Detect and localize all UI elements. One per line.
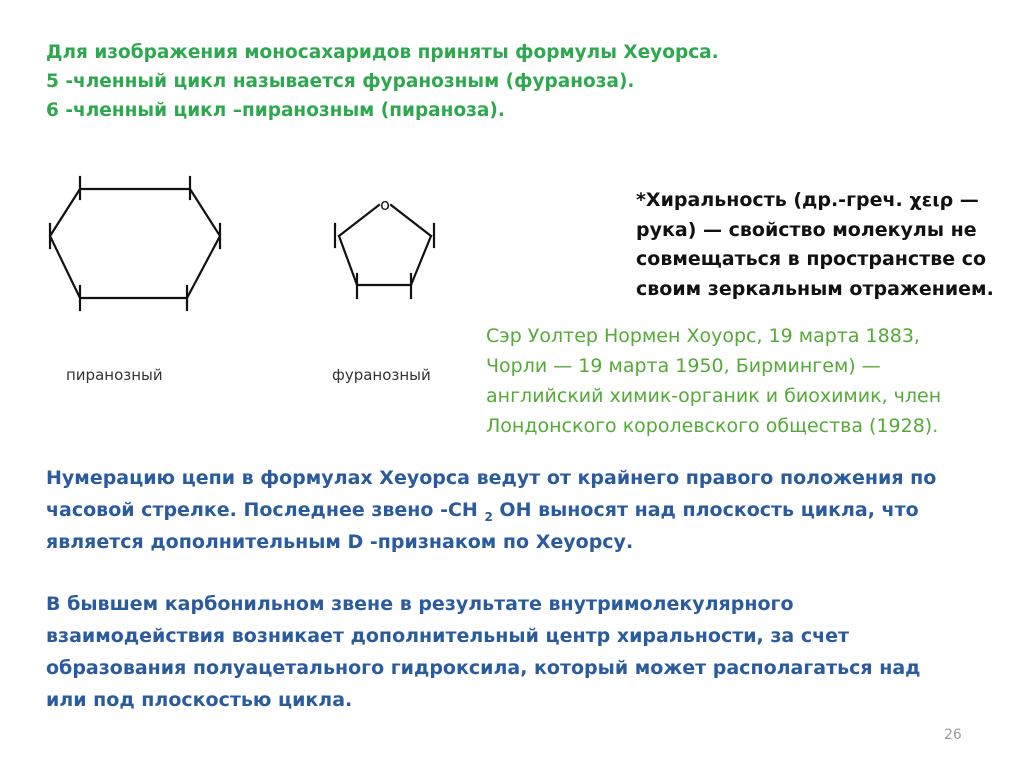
pyranose-label: пиранозный <box>66 366 163 384</box>
intro-line-2: 5 -членный цикл называется фуранозным (фураноза). <box>46 71 635 92</box>
ch2-subscript: 2 <box>484 509 493 524</box>
pyranose-ring-diagram <box>40 158 240 388</box>
furanose-ring-diagram <box>326 192 456 388</box>
carbonyl-line-1: В бывшем карбонильном звене в результате внутримолекулярного <box>46 593 794 615</box>
page-number: 26 <box>944 727 962 743</box>
bio-line-4: Лондонского королевского общества (1928). <box>486 415 939 437</box>
carbonyl-line-4: или под плоскостью цикла. <box>46 689 353 711</box>
numbering-line-1: Нумерацию цепи в формулах Хеуорса ведут от крайнего правого положения по <box>46 467 937 489</box>
bio-line-1: Сэр Уолтер Нормен Хоуорс, 19 марта 1883, <box>486 325 920 347</box>
haworth-biography <box>486 321 941 441</box>
bio-line-3: английский химик-органик и биохимик, член <box>486 385 942 407</box>
chirality-definition <box>636 186 994 304</box>
intro-text <box>46 38 719 125</box>
chirality-line-3: совмещаться в пространстве со <box>636 248 987 270</box>
numbering-paragraph <box>46 462 936 558</box>
carbonyl-line-2: взаимодействия возникает дополнительный центр хиральности, за счет <box>46 625 850 647</box>
carbonyl-paragraph <box>46 588 921 716</box>
numbering-line-3: является дополнительным D -признаком по Хеуорсу. <box>46 531 634 553</box>
numbering-line-2-end: ОН выносят над плоскость цикла, что <box>492 499 919 521</box>
bio-line-2: Чорли — 19 марта 1950, Бирмингем) — <box>486 355 881 377</box>
numbering-line-2-start: часовой стрелке. Последнее звено -СН <box>46 499 485 521</box>
ring-oxygen-label: o <box>380 195 390 214</box>
numbering-line-2 <box>46 494 936 526</box>
chirality-line-2: рука) — свойство молекулы не <box>636 218 977 241</box>
furanose-label: фуранозный <box>332 366 431 384</box>
carbonyl-line-3: образования полуацетального гидроксила, который может располагаться над <box>46 657 921 679</box>
intro-line-1: Для изображения моносахаридов приняты формулы Хеуорса. <box>46 42 719 63</box>
chirality-line-1: *Хиральность (др.-греч. χειρ — <box>636 189 979 211</box>
intro-line-3: 6 -членный цикл –пиранозным (пираноза). <box>46 100 505 121</box>
chirality-line-4: своим зеркальным отражением. <box>636 277 994 300</box>
